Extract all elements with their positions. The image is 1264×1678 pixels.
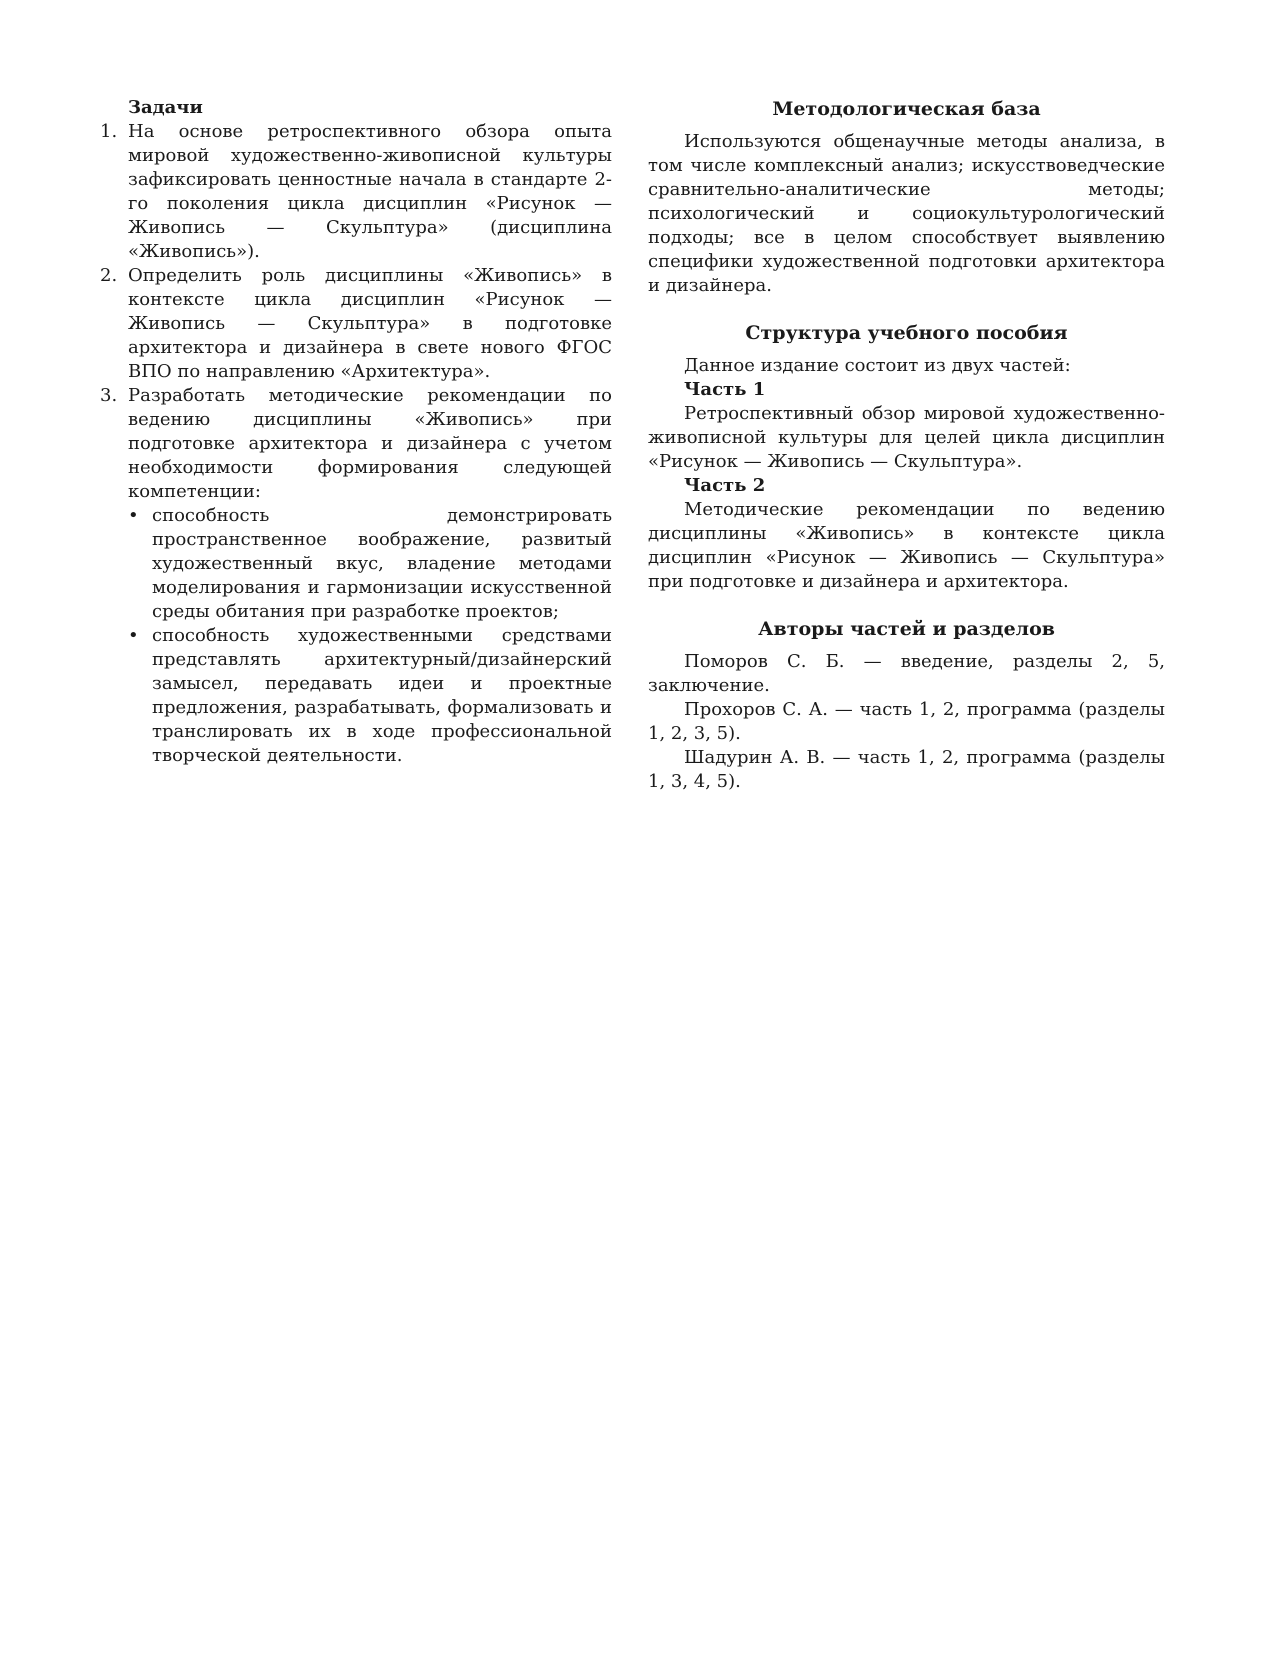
competence-text: способность художественными средствами представлять архитектурный/дизайнерский замысел, передавать идеи и проектные предложения, разрабатывать, формализовать и транслировать их в ходе профессиональной творческой деятельности. bbox=[152, 625, 612, 766]
task-text: На основе ретроспективного обзора опыта мировой художественно-живописной культуры зафиксировать ценностные начала в стандарте 2-го поколения цикла дисциплин «Рисунок — Живопись — Скульптура» (дисциплина «Живопись»). bbox=[128, 121, 612, 262]
author-item: Поморов С. Б. — введение, разделы 2, 5, заключение. bbox=[648, 651, 1165, 696]
competence-item bbox=[128, 504, 612, 624]
structure-title: Структура учебного пособия bbox=[745, 322, 1068, 344]
competence-list bbox=[128, 504, 612, 768]
authors-title: Авторы частей и разделов bbox=[758, 618, 1055, 640]
part2-label: Часть 2 bbox=[684, 475, 766, 496]
competence-text: способность демонстрировать пространственное воображение, развитый художественный вкус, владение методами моделирования и гармонизации искусственной среды обитания при разработке проектов; bbox=[152, 505, 612, 622]
tasks-list bbox=[100, 120, 612, 768]
method-title: Методологическая база bbox=[772, 98, 1041, 120]
part1-label: Часть 1 bbox=[684, 379, 766, 400]
task-text: Разработать методические рекомендации по ведению дисциплины «Живопись» при подготовке архитектора и дизайнера с учетом необходимости формирования следующей компетенции: bbox=[128, 385, 612, 502]
task-number: 1. bbox=[100, 121, 118, 142]
task-number: 2. bbox=[100, 265, 118, 286]
part1-text: Ретроспективный обзор мировой художественно-живописной культуры для целей цикла дисциплин «Рисунок — Живопись — Скульптура». bbox=[648, 403, 1165, 472]
task-number: 3. bbox=[100, 385, 118, 406]
task-item bbox=[100, 120, 612, 264]
author-item: Прохоров С. А. — часть 1, 2, программа (разделы 1, 2, 3, 5). bbox=[648, 699, 1165, 744]
method-text: Используются общенаучные методы анализа, в том числе комплексный анализ; искусствоведческие сравнительно-аналитические методы; психологический и социокультурологический подходы; все в целом способствует выявлению специфики художественной подготовки архитектора и дизайнера. bbox=[648, 131, 1165, 296]
bullet-icon: • bbox=[128, 625, 139, 646]
right-column bbox=[648, 96, 1165, 794]
tasks-heading: Задачи bbox=[128, 97, 203, 118]
structure-intro: Данное издание состоит из двух частей: bbox=[684, 355, 1071, 376]
author-item: Шадурин А. В. — часть 1, 2, программа (разделы 1, 3, 4, 5). bbox=[648, 747, 1165, 792]
bullet-icon: • bbox=[128, 505, 139, 526]
competence-item bbox=[128, 624, 612, 768]
task-item bbox=[100, 264, 612, 384]
part2-text: Методические рекомендации по ведению дисциплины «Живопись» в контексте цикла дисциплин «Рисунок — Живопись — Скульптура» при подготовке и дизайнера и архитектора. bbox=[648, 499, 1165, 592]
task-text: Определить роль дисциплины «Живопись» в контексте цикла дисциплин «Рисунок — Живопись — Скульптура» в подготовке архитектора и дизайнера в свете нового ФГОС ВПО по направлению «Архитектура». bbox=[128, 265, 612, 382]
task-item bbox=[100, 384, 612, 768]
left-column bbox=[100, 96, 612, 768]
